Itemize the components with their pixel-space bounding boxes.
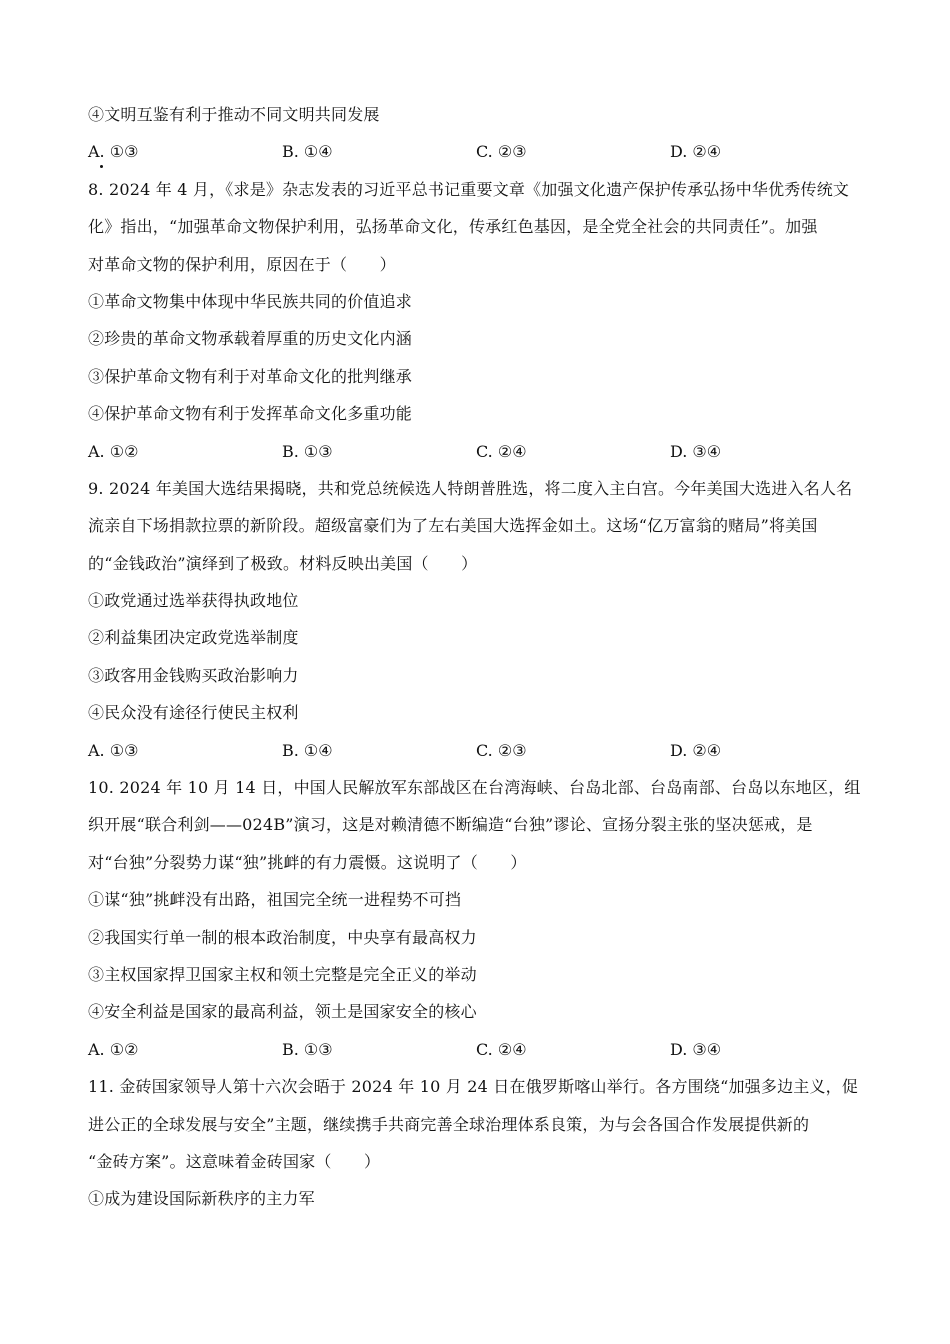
- q8-item-3: ③保护革命文物有利于对革命文化的批判继承: [88, 366, 413, 386]
- q11-stem-line-2: 进公正的全球发展与安全”主题，继续携手共商完善全球治理体系良策，为与会各国合作发展提供新的: [88, 1114, 810, 1134]
- exam-page: [88, 96, 868, 1218]
- q9-option-b[interactable]: B. ①④: [282, 740, 333, 760]
- q9-item-1: ①政党通过选举获得执政地位: [88, 591, 299, 611]
- q11-item-1: ①成为建设国际新秩序的主力军: [88, 1189, 315, 1209]
- q8-stem-line-3: 对革命文物的保护利用，原因在于（ ）: [88, 254, 396, 274]
- q8-item-4: ④保护革命文物有利于发挥革命文化多重功能: [88, 404, 413, 424]
- q10-item-3: ③主权国家捍卫国家主权和领土完整是完全正义的举动: [88, 964, 477, 984]
- q9-option-d[interactable]: D. ②④: [670, 740, 722, 760]
- q10-option-a[interactable]: A. ①②: [88, 1039, 139, 1059]
- q10-option-b[interactable]: B. ①③: [282, 1039, 333, 1059]
- q7-options: [88, 133, 868, 170]
- q8-option-a[interactable]: A. ①②: [88, 441, 139, 461]
- q9-item-4: ④民众没有途径行使民主权利: [88, 703, 299, 723]
- q9-stem-line-2: 流亲自下场捐款拉票的新阶段。超级富豪们为了左右美国大选挥金如土。这场“亿万富翁的赌局”将美国: [88, 516, 818, 536]
- q10-item-2: ②我国实行单一制的根本政治制度，中央享有最高权力: [88, 927, 477, 947]
- q7-option-c[interactable]: C. ②③: [476, 142, 527, 162]
- q10-item-4: ④安全利益是国家的最高利益，领土是国家安全的核心: [88, 1002, 477, 1022]
- q8-item-2: ②珍贵的革命文物承载着厚重的历史文化内涵: [88, 329, 413, 349]
- q9-item-3: ③政客用金钱购买政治影响力: [88, 665, 299, 685]
- q10-stem-line-1: 10. 2024 年 10 月 14 日，中国人民解放军东部战区在台湾海峡、台岛北部、台岛南部、台岛以东地区，组: [88, 778, 861, 798]
- q9-option-c[interactable]: C. ②③: [476, 740, 527, 760]
- q9-item-2: ②利益集团决定政党选举制度: [88, 628, 299, 648]
- q7-option-a[interactable]: A. ①③: [88, 142, 139, 162]
- q10-stem-line-3: 对“台独”分裂势力谋“独”挑衅的有力震慑。这说明了（ ）: [88, 852, 527, 872]
- q7-item-4: ④文明互鉴有利于推动不同文明共同发展: [88, 105, 380, 124]
- q10-option-d[interactable]: D. ③④: [670, 1039, 722, 1059]
- q10-option-c[interactable]: C. ②④: [476, 1039, 527, 1059]
- q9-stem-line-3: 的“金钱政治”演绎到了极致。材料反映出美国（ ）: [88, 553, 478, 573]
- q9-options: [88, 732, 868, 769]
- q7-option-d[interactable]: D. ②④: [670, 142, 722, 162]
- q11-stem-line-1: 11. 金砖国家领导人第十六次会晤于 2024 年 10 月 24 日在俄罗斯喀山举行。各方围绕“加强多边主义，促: [88, 1077, 859, 1097]
- q10-item-1: ①谋“独”挑衅没有出路，祖国完全统一进程势不可挡: [88, 890, 462, 910]
- q8-stem-line-2: 化》指出，“加强革命文物保护利用，弘扬革命文化，传承红色基因，是全党全社会的共同责任”。加强: [88, 217, 818, 237]
- q9-stem-line-1: 9. 2024 年美国大选结果揭晓，共和党总统候选人特朗普胜选，将二度入主白宫。今年美国大选进入名人名: [88, 478, 853, 498]
- q8-option-d[interactable]: D. ③④: [670, 441, 722, 461]
- q8-item-1: ①革命文物集中体现中华民族共同的价值追求: [88, 291, 413, 311]
- q7-option-b[interactable]: B. ①④: [282, 142, 333, 162]
- q10-options: [88, 1031, 868, 1068]
- q10-stem-line-2: 织开展“联合利剑——024B”演习，这是对赖清德不断编造“台独”谬论、宣扬分裂主张的坚决惩戒，是: [88, 815, 813, 835]
- q8-stem-line-1: 8. 2024 年 4 月，《求是》杂志发表的习近平总书记重要文章《加强文化遗产保护传承弘扬中华优秀传统文: [88, 179, 850, 199]
- q8-options: [88, 433, 868, 470]
- q9-option-a[interactable]: A. ①③: [88, 740, 139, 760]
- q11-stem-line-3: “金砖方案”。这意味着金砖国家（ ）: [88, 1151, 381, 1171]
- q8-option-c[interactable]: C. ②④: [476, 441, 527, 461]
- q8-option-b[interactable]: B. ①③: [282, 441, 333, 461]
